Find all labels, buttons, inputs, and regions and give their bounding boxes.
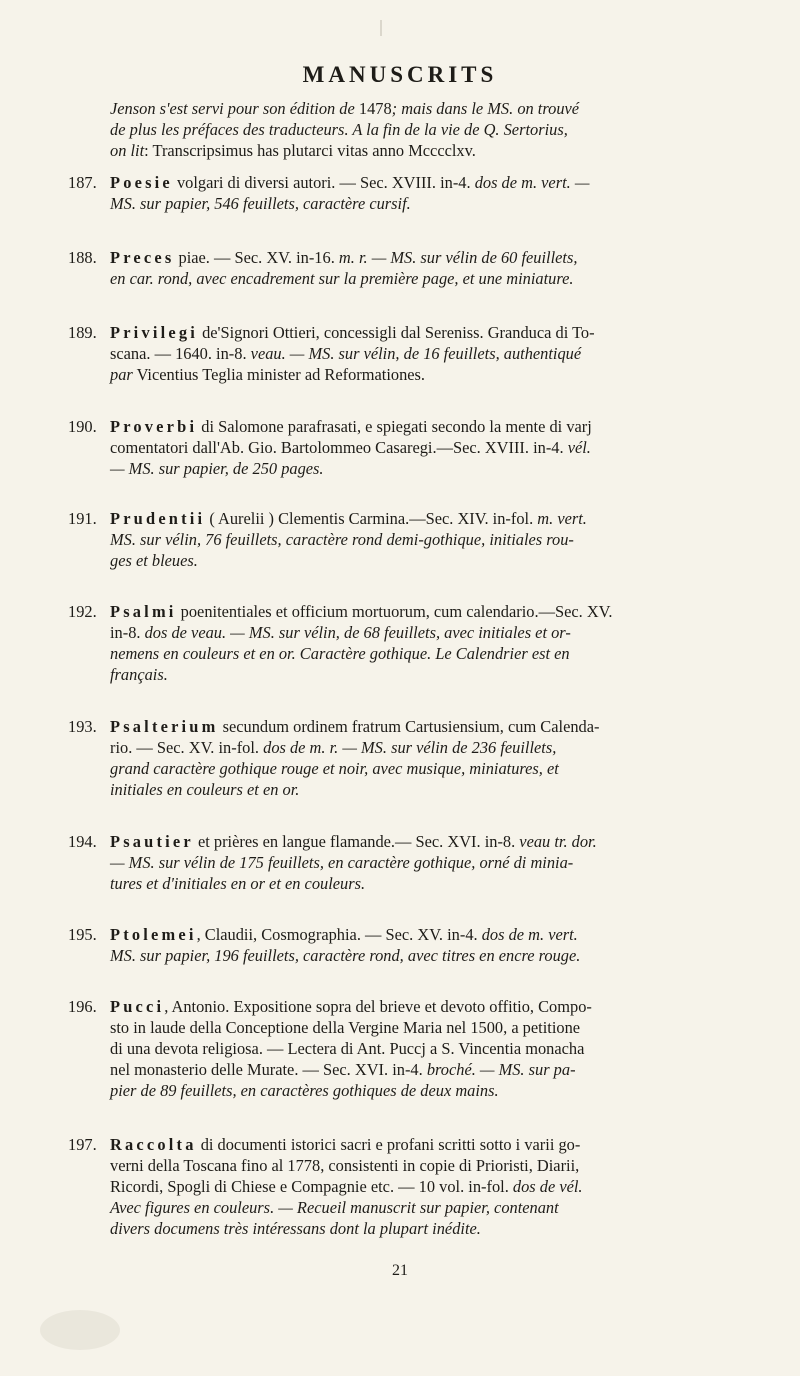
entry-line (110, 996, 748, 1017)
catalog-entry (68, 996, 748, 1101)
catalog-entry (68, 831, 748, 894)
entry-italic: pier de 89 feuillets, en caractères gothiques de deux mains. (110, 1081, 499, 1100)
paper-stain (40, 1310, 120, 1350)
entry-italic: — MS. sur papier, de 250 pages. (110, 459, 324, 478)
entry-line (110, 1176, 748, 1197)
entry-line (110, 247, 748, 268)
entry-heading: Preces (110, 248, 175, 267)
catalog-entry (68, 172, 748, 214)
entry-text: di Salomone parafrasati, e spiegati secondo la mente di varj (197, 417, 592, 436)
catalog-entry (68, 322, 748, 385)
entry-line (110, 779, 748, 800)
entry-line (110, 508, 748, 529)
entry-number: 189. (68, 323, 97, 342)
entry-italic: m. vert. (537, 509, 587, 528)
intro-text: Jenson s'est servi pour son édition de (110, 99, 359, 118)
entry-number: 195. (68, 925, 97, 944)
entry-number: 190. (68, 417, 97, 436)
entry-line (110, 1038, 748, 1059)
entry-line (110, 1218, 748, 1239)
entry-text: piae. — Sec. XV. in-16. (174, 248, 339, 267)
intro-line (110, 119, 742, 140)
entry-italic: divers documens très intéressans dont la plupart inédite. (110, 1219, 481, 1238)
entry-italic: MS. sur papier, 196 feuillets, caractère rond, avec titres en encre rouge. (110, 946, 581, 965)
entry-line (110, 601, 748, 622)
entry-heading: Privilegi (110, 323, 198, 342)
entry-italic: MS. sur vélin, 76 feuillets, caractère rond demi-gothique, initiales rou- (110, 530, 574, 549)
intro-text: on lit (110, 141, 145, 160)
entry-line (110, 172, 748, 193)
entry-number: 197. (68, 1135, 97, 1154)
entry-line (110, 643, 748, 664)
entry-line (110, 458, 748, 479)
intro-line (110, 98, 742, 119)
entry-line (110, 322, 748, 343)
entry-italic: dos de m. vert. — (474, 173, 590, 192)
entry-italic: dos de m. vert. (481, 925, 578, 944)
intro-paragraph (110, 98, 742, 161)
entry-italic: veau. — MS. sur vélin, de 16 feuillets, authentiqué (250, 344, 582, 363)
entry-italic: en car. rond, avec encadrement sur la première page, et une miniature. (110, 269, 574, 288)
entry-line (110, 716, 748, 737)
entry-line (110, 924, 748, 945)
entry-text: scana. — 1640. in-8. (110, 344, 251, 363)
entry-number: 194. (68, 832, 97, 851)
entry-heading: Raccolta (110, 1135, 197, 1154)
entry-italic: grand caractère gothique rouge et noir, avec musique, miniatures, et (110, 759, 559, 778)
entry-italic: initiales en couleurs et en or. (110, 780, 300, 799)
entry-line (110, 1080, 748, 1101)
intro-text: de plus les préfaces des traducteurs. A la fin de la vie de Q. Sertorius, (110, 120, 568, 139)
entry-line (110, 622, 748, 643)
intro-text: ; mais dans le MS. on trouvé (391, 99, 580, 118)
entry-text: in-8. (110, 623, 145, 642)
entry-text: Ricordi, Spogli di Chiese e Compagnie etc. — 10 vol. in-fol. (110, 1177, 513, 1196)
entry-line (110, 664, 748, 685)
entry-line (110, 193, 748, 214)
entry-italic: MS. sur papier, 546 feuillets, caractère cursif. (110, 194, 411, 213)
entry-text: verni della Toscana fino al 1778, consistenti in copie di Prioristi, Diarii, (110, 1156, 580, 1175)
entry-number: 191. (68, 509, 97, 528)
entry-italic: veau tr. dor. (519, 832, 597, 851)
intro-line (110, 140, 742, 161)
entry-line (110, 1155, 748, 1176)
entry-line (110, 550, 748, 571)
catalog-entry (68, 601, 748, 685)
entry-line (110, 1134, 748, 1155)
entry-text: de'Signori Ottieri, concessigli dal Sereniss. Granduca di To- (197, 323, 595, 342)
entry-text: di una devota religiosa. — Lectera di Ant. Puccj a S. Vincentia monacha (110, 1039, 585, 1058)
catalog-entry (68, 1134, 748, 1239)
entry-text: di documenti istorici sacri e profani scritti sotto i varii go- (196, 1135, 581, 1154)
entry-text: Vicentius Teglia minister ad Reformationes. (132, 365, 426, 384)
entry-line (110, 945, 748, 966)
entry-text: ( Aurelii ) Clementis Carmina.—Sec. XIV. in-fol. (205, 509, 538, 528)
entry-italic: dos de veau. — MS. sur vélin, de 68 feuillets, avec initiales et or- (144, 623, 571, 642)
catalog-entry (68, 416, 748, 479)
entry-line (110, 737, 748, 758)
catalog-entry (68, 924, 748, 966)
entry-line (110, 852, 748, 873)
entry-text: rio. — Sec. XV. in-fol. (110, 738, 264, 757)
entry-line (110, 416, 748, 437)
entry-line (110, 758, 748, 779)
entry-line (110, 1197, 748, 1218)
entry-text: sto in laude della Conceptione della Vergine Maria nel 1500, a petitione (110, 1018, 581, 1037)
intro-year: 1478 (358, 99, 392, 118)
catalog-entry (68, 508, 748, 571)
entry-italic: broché. — MS. sur pa- (426, 1060, 576, 1079)
entry-number: 188. (68, 248, 97, 267)
ink-mark (380, 20, 394, 36)
entry-italic: m. r. — MS. sur vélin de 60 feuillets, (338, 248, 578, 267)
entry-line (110, 364, 748, 385)
entry-italic: ges et bleues. (110, 551, 198, 570)
entry-italic: nemens en couleurs et en or. Caractère gothique. Le Calendrier est en (110, 644, 570, 663)
entry-heading: Proverbi (110, 417, 198, 436)
entry-text: comentatori dall'Ab. Gio. Bartolommeo Casaregi.—Sec. XVIII. in-4. (110, 438, 568, 457)
entry-heading: Prudentii (110, 509, 206, 528)
catalog-entry (68, 247, 748, 289)
entry-line (110, 831, 748, 852)
entry-line (110, 1017, 748, 1038)
catalog-entry (68, 716, 748, 800)
entry-heading: Psalterium (110, 717, 219, 736)
entry-line (110, 437, 748, 458)
entry-italic: Avec figures en couleurs. — Recueil manuscrit sur papier, contenant (110, 1198, 559, 1217)
entry-italic: par (110, 365, 133, 384)
entry-number: 193. (68, 717, 97, 736)
entry-text: secundum ordinem fratrum Cartusiensium, cum Calenda- (218, 717, 600, 736)
entry-italic: vél. (567, 438, 591, 457)
page-title: MANUSCRITS (302, 62, 498, 87)
entry-text: , Antonio. Expositione sopra del brieve et devoto offitio, Compo- (164, 997, 592, 1016)
intro-text: : Transcripsimus has plutarci vitas anno Mcccclxv. (144, 141, 476, 160)
entry-number: 196. (68, 997, 97, 1016)
entry-number: 192. (68, 602, 97, 621)
entry-line (110, 343, 748, 364)
entry-text: poenitentiales et officium mortuorum, cum calendario.—Sec. XV. (176, 602, 613, 621)
entry-italic: dos de vél. (512, 1177, 583, 1196)
entry-italic: dos de m. r. — MS. sur vélin de 236 feuillets, (263, 738, 557, 757)
entry-text: , Claudii, Cosmographia. — Sec. XV. in-4. (196, 925, 482, 944)
entry-line (110, 1059, 748, 1080)
entry-italic: français. (110, 665, 168, 684)
page-number: 21 (392, 1262, 408, 1279)
entry-line (110, 529, 748, 550)
entry-heading: Poesie (110, 173, 173, 192)
entry-heading: Pucci (110, 997, 165, 1016)
entry-line (110, 268, 748, 289)
entry-text: volgari di diversi autori. — Sec. XVIII. in-4. (172, 173, 475, 192)
entry-line (110, 873, 748, 894)
entry-heading: Ptolemei (110, 925, 197, 944)
entry-heading: Psautier (110, 832, 194, 851)
entry-italic: tures et d'initiales en or et en couleurs. (110, 874, 366, 893)
entry-text: nel monasterio delle Murate. — Sec. XVI. in-4. (110, 1060, 427, 1079)
entry-italic: — MS. sur vélin de 175 feuillets, en caractère gothique, orné di minia- (110, 853, 574, 872)
entry-number: 187. (68, 173, 97, 192)
entry-heading: Psalmi (110, 602, 177, 621)
entry-text: et prières en langue flamande.— Sec. XVI. in-8. (193, 832, 520, 851)
